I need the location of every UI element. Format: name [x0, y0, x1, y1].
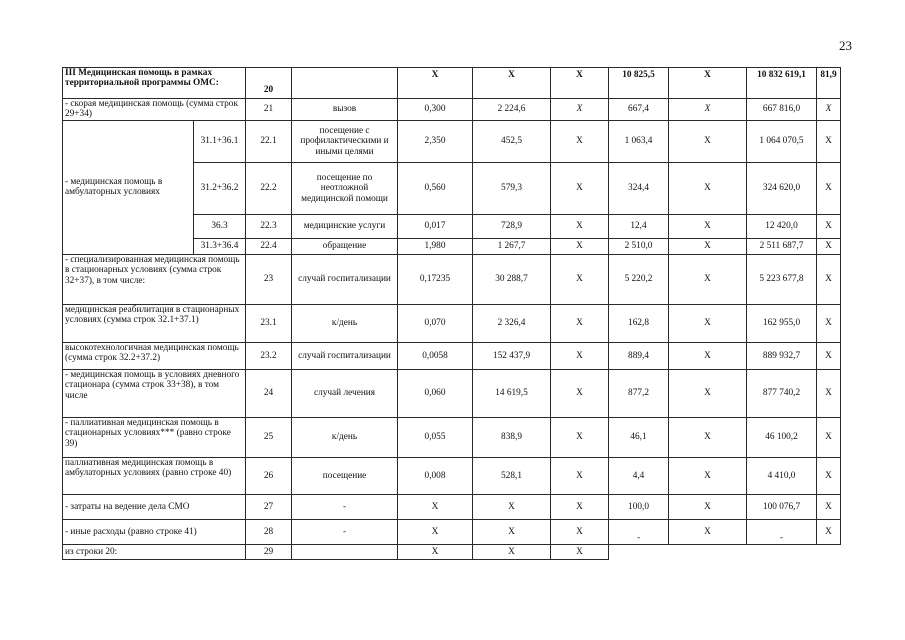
value-cell: X: [669, 519, 747, 544]
value-cell: X: [551, 519, 609, 544]
value-cell: 162 955,0: [747, 304, 817, 342]
value-cell: 4,4: [609, 457, 669, 494]
value-cell: [817, 544, 841, 559]
value-cell: 10 832 619,1: [747, 68, 817, 99]
row-label: - специализированная медицинская помощь в стационарных условиях (сумма строк 32+37), в том числе:: [63, 254, 246, 304]
value-cell: X: [817, 120, 841, 162]
value-cell: 81,9: [817, 68, 841, 99]
value-cell: X: [669, 68, 747, 99]
value-cell: X: [473, 494, 551, 519]
row-label: из строки 20:: [63, 544, 246, 559]
value-cell: 0,017: [398, 214, 473, 238]
value-cell: X: [669, 342, 747, 369]
code-cell: 31.2+36.2: [194, 162, 246, 214]
row-number: 25: [246, 417, 292, 457]
value-cell: 2 510,0: [609, 238, 669, 254]
row-number: 23.2: [246, 342, 292, 369]
value-cell: 838,9: [473, 417, 551, 457]
value-cell: [669, 544, 747, 559]
value-cell: X: [551, 68, 609, 99]
value-cell: X: [551, 254, 609, 304]
value-cell: 877,2: [609, 369, 669, 417]
row-label: - скорая медицинская помощь (сумма строк 29+34): [63, 99, 246, 121]
row-number: 28: [246, 519, 292, 544]
value-cell: X: [551, 162, 609, 214]
table-row: [63, 304, 841, 342]
row-label: III Медицинская помощь в рамках территориальной программы ОМС:: [63, 68, 246, 99]
unit-cell: посещение с профилактическими и иными целями: [292, 120, 398, 162]
table-row: [63, 342, 841, 369]
value-cell: 877 740,2: [747, 369, 817, 417]
table-row: [63, 519, 841, 544]
row-group-label: - медицинская помощь в амбулаторных условиях: [63, 120, 194, 254]
page-number: 23: [839, 38, 852, 53]
row-number: 24: [246, 369, 292, 417]
value-cell: 324,4: [609, 162, 669, 214]
value-cell: 4 410,0: [747, 457, 817, 494]
value-cell: 0,0058: [398, 342, 473, 369]
value-cell: 324 620,0: [747, 162, 817, 214]
table-row: [63, 369, 841, 417]
value-cell: 579,3: [473, 162, 551, 214]
value-cell: X: [551, 369, 609, 417]
value-cell: -: [609, 519, 669, 544]
territorial-program-table: [62, 67, 841, 560]
value-cell: X: [551, 304, 609, 342]
value-cell: X: [669, 238, 747, 254]
code-cell: 31.3+36.4: [194, 238, 246, 254]
unit-cell: случай госпитализации: [292, 254, 398, 304]
row-label: - иные расходы (равно строке 41): [63, 519, 246, 544]
value-cell: 0,17235: [398, 254, 473, 304]
value-cell: X: [551, 120, 609, 162]
value-cell: 46 100,2: [747, 417, 817, 457]
value-cell: 46,1: [609, 417, 669, 457]
value-cell: X: [473, 519, 551, 544]
row-number: 23.1: [246, 304, 292, 342]
value-cell: X: [473, 68, 551, 99]
value-cell: 889 932,7: [747, 342, 817, 369]
table-row: [63, 417, 841, 457]
value-cell: X: [551, 342, 609, 369]
value-cell: 2 224,6: [473, 99, 551, 121]
row-number: 26: [246, 457, 292, 494]
row-number: 29: [246, 544, 292, 559]
unit-cell: посещение: [292, 457, 398, 494]
value-cell: X: [817, 214, 841, 238]
unit-cell: вызов: [292, 99, 398, 121]
unit-cell: к/день: [292, 304, 398, 342]
value-cell: 667,4: [609, 99, 669, 121]
value-cell: X: [669, 369, 747, 417]
table-row: [63, 494, 841, 519]
unit-cell: -: [292, 519, 398, 544]
row-label: - медицинская помощь в условиях дневного стационара (сумма строк 33+38), в том числе: [63, 369, 246, 417]
value-cell: X: [817, 238, 841, 254]
value-cell: X: [817, 369, 841, 417]
value-cell: X: [473, 544, 551, 559]
value-cell: X: [398, 544, 473, 559]
value-cell: X: [817, 304, 841, 342]
value-cell: X: [817, 342, 841, 369]
value-cell: 1 063,4: [609, 120, 669, 162]
value-cell: 162,8: [609, 304, 669, 342]
value-cell: 2 326,4: [473, 304, 551, 342]
value-cell: X: [551, 238, 609, 254]
value-cell: X: [551, 457, 609, 494]
unit-cell: медицинские услуги: [292, 214, 398, 238]
value-cell: X: [551, 494, 609, 519]
value-cell: 5 220,2: [609, 254, 669, 304]
row-number: 22.2: [246, 162, 292, 214]
value-cell: 728,9: [473, 214, 551, 238]
value-cell: 1,980: [398, 238, 473, 254]
row-number: 27: [246, 494, 292, 519]
value-cell: X: [817, 519, 841, 544]
value-cell: X: [551, 544, 609, 559]
row-label: - затраты на ведение дела СМО: [63, 494, 246, 519]
value-cell: 5 223 677,8: [747, 254, 817, 304]
value-cell: X: [398, 494, 473, 519]
value-cell: 2 511 687,7: [747, 238, 817, 254]
code-cell: 31.1+36.1: [194, 120, 246, 162]
value-cell: 0,055: [398, 417, 473, 457]
row-number: 22.1: [246, 120, 292, 162]
value-cell: [747, 544, 817, 559]
value-cell: 100 076,7: [747, 494, 817, 519]
value-cell: X: [817, 162, 841, 214]
value-cell: 1 267,7: [473, 238, 551, 254]
value-cell: 0,560: [398, 162, 473, 214]
table-row: [63, 544, 841, 559]
row-number: 22.3: [246, 214, 292, 238]
value-cell: X: [669, 120, 747, 162]
value-cell: 10 825,5: [609, 68, 669, 99]
unit-cell: случай госпитализации: [292, 342, 398, 369]
row-label: медицинская реабилитация в стационарных условиях (сумма строк 32.1+37.1): [63, 304, 246, 342]
value-cell: X: [669, 457, 747, 494]
unit-cell: посещение по неотложной медицинской помощи: [292, 162, 398, 214]
value-cell: 100,0: [609, 494, 669, 519]
row-label: - паллиативная медицинская помощь в стационарных условиях*** (равно строке 39): [63, 417, 246, 457]
table-row: [63, 254, 841, 304]
value-cell: X: [398, 68, 473, 99]
value-cell: X: [669, 494, 747, 519]
value-cell: 152 437,9: [473, 342, 551, 369]
value-cell: 889,4: [609, 342, 669, 369]
value-cell: 12,4: [609, 214, 669, 238]
row-number: 21: [246, 99, 292, 121]
value-cell: 2,350: [398, 120, 473, 162]
value-cell: X: [817, 99, 841, 121]
value-cell: X: [817, 494, 841, 519]
value-cell: X: [817, 457, 841, 494]
unit-cell: обращение: [292, 238, 398, 254]
value-cell: 0,060: [398, 369, 473, 417]
value-cell: X: [551, 99, 609, 121]
table-row: [63, 99, 841, 121]
value-cell: -: [747, 519, 817, 544]
value-cell: 0,008: [398, 457, 473, 494]
value-cell: X: [669, 162, 747, 214]
value-cell: 1 064 070,5: [747, 120, 817, 162]
value-cell: [609, 544, 669, 559]
row-label: паллиативная медицинская помощь в амбулаторных условиях (равно строке 40): [63, 457, 246, 494]
value-cell: 667 816,0: [747, 99, 817, 121]
value-cell: X: [398, 519, 473, 544]
value-cell: X: [669, 214, 747, 238]
value-cell: 14 619,5: [473, 369, 551, 417]
unit-cell: к/день: [292, 417, 398, 457]
table-row: [63, 120, 841, 162]
unit-cell: [292, 68, 398, 99]
value-cell: 452,5: [473, 120, 551, 162]
table-row: [63, 68, 841, 99]
value-cell: 528,1: [473, 457, 551, 494]
code-cell: 36.3: [194, 214, 246, 238]
unit-cell: -: [292, 494, 398, 519]
value-cell: 30 288,7: [473, 254, 551, 304]
row-number: 20: [246, 68, 292, 99]
unit-cell: случай лечения: [292, 369, 398, 417]
value-cell: 0,070: [398, 304, 473, 342]
unit-cell: [292, 544, 398, 559]
value-cell: X: [817, 417, 841, 457]
row-number: 22.4: [246, 238, 292, 254]
value-cell: X: [551, 417, 609, 457]
value-cell: X: [551, 214, 609, 238]
table-row: [63, 457, 841, 494]
value-cell: X: [669, 254, 747, 304]
value-cell: 12 420,0: [747, 214, 817, 238]
value-cell: X: [669, 304, 747, 342]
row-number: 23: [246, 254, 292, 304]
row-label: высокотехнологичная медицинская помощь (сумма строк 32.2+37.2): [63, 342, 246, 369]
value-cell: X: [817, 254, 841, 304]
value-cell: 0,300: [398, 99, 473, 121]
value-cell: X: [669, 99, 747, 121]
value-cell: X: [669, 417, 747, 457]
